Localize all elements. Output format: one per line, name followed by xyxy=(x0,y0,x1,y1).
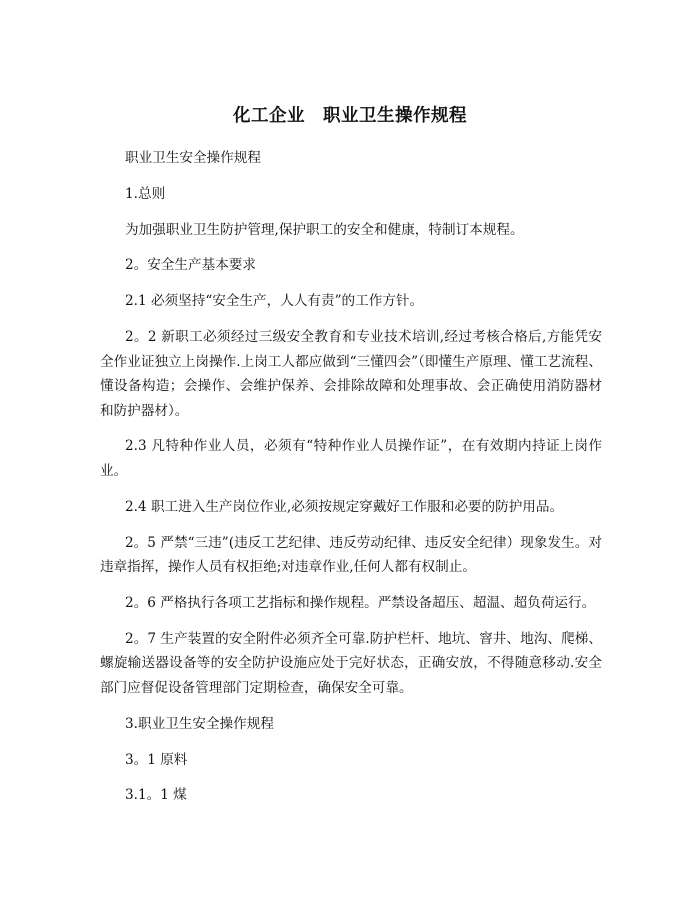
paragraph-2-1: 2.1 必须坚持“安全生产，人人有责”的工作方针。 xyxy=(125,293,424,310)
paragraph-2-3: 2.3 凡特种作业人员，必须有“特种作业人员操作证”，在有效期内持证上岗作业。 xyxy=(100,438,602,480)
paragraph-3-1-1: 3.1。1 煤 xyxy=(125,787,187,804)
paragraph-2-4: 2.4 职工进入生产岗位作业,必须按规定穿戴好工作服和必要的防护用品。 xyxy=(125,498,564,515)
paragraph-2-7: 2。7 生产装置的安全附件必须齐全可靠.防护栏杆、地坑、窨井、地沟、爬梯、螺旋输送器设备等的安全防护设施应处于完好状态，正确安放，不得随意移动.安全部门应督促设备管理部门定期检查，确保安全可靠。 xyxy=(100,630,602,696)
paragraph-purpose: 为加强职业卫生防护管理,保护职工的安全和健康，特制订本规程。 xyxy=(125,221,524,238)
paragraph-2-6: 2。6 严格执行各项工艺指标和操作规程。严禁设备超压、超温、超负荷运行。 xyxy=(125,595,596,611)
paragraph-2-basic-requirements: 2。安全生产基本要求 xyxy=(125,257,256,274)
paragraph-section-heading: 职业卫生安全操作规程 xyxy=(125,150,261,166)
paragraph-2-2: 2。2 新职工必须经过三级安全教育和专业技术培训,经过考核合格后,方能凭安全作业证独立上岗操作.上岗工人都应做到“三懂四会”（即懂生产原理、懂工艺流程、懂设备构造；会操作、会维护保养、会排除故障和处理事故、会正确使用消防器材和防护器材）。 xyxy=(100,328,602,419)
document-body xyxy=(100,146,602,819)
paragraph-3-rules: 3.职业卫生安全操作规程 xyxy=(125,715,274,732)
document-title: 化工企业 职业卫生操作规程 xyxy=(233,106,467,126)
paragraph-1-general: 1.总则 xyxy=(125,185,166,202)
paragraph-2-5: 2。5 严禁“三违”(违反工艺纪律、违反劳动纪律、违反安全纪律）现象发生。对违章指挥，操作人员有权拒绝;对违章作业,任何人都有权制止。 xyxy=(100,534,602,576)
paragraph-3-1: 3。1 原料 xyxy=(125,751,188,768)
